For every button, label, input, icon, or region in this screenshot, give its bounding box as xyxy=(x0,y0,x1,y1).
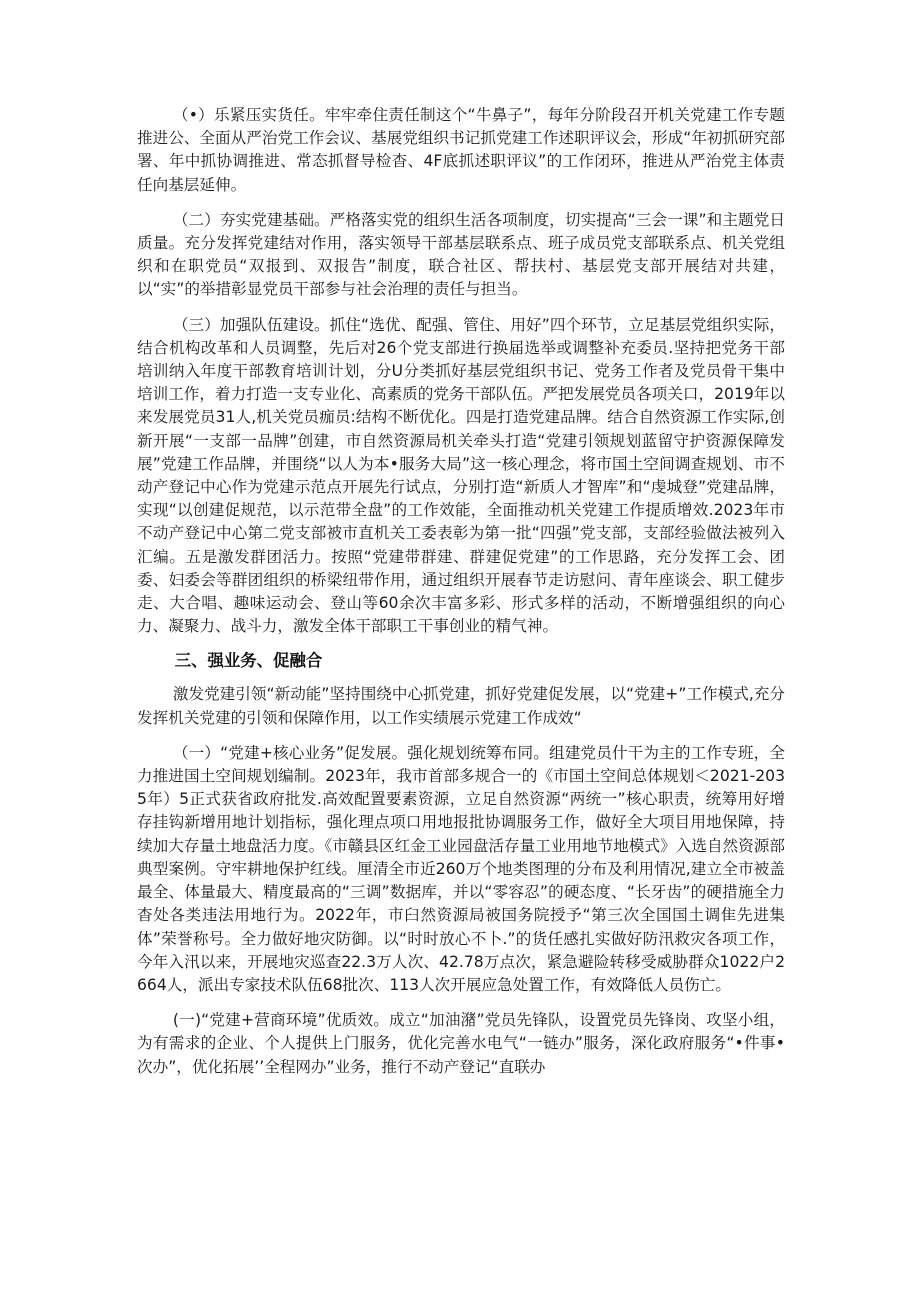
paragraph-foundation: （二）夯实党建基础。严格落实党的组织生活各项制度，切实提高“三会一课”和主题党日质量。充分发挥党建结对作用，落实领导干部基层联系点、班子成员党支部联系点、机关党组织和在职党员“双报到、双报告”制度，联合社区、帮扶村、基层党支部开展结对共建，以“实”的举措彰显党员干部参与社会治理的责任与担当。 xyxy=(137,210,785,299)
paragraph-section-3-intro: 激发党建引领“新动能”坚持围绕中心抓党建，抓好党建促发展，以“党建+”工作模式,充分发挥机关党建的引领和保障作用，以工作实绩展示党建工作成效“ xyxy=(137,685,785,727)
section-heading-3: 三、强业务、促融合 xyxy=(174,651,323,671)
paragraph-responsibility: （•）乐紧压实货任。牢牢牵住责任制这个“牛鼻子”，每年分阶段召开机关党建工作专题推进公、全面从严治党工作会议、基展党组织书记抓党建工作述职评议会，形成“年初抓研究部署、年中抓协调推进、常态抓督导检杳、4F底抓述职评议”的工作闭环，推进从严治党主体责任向基层延伸。 xyxy=(137,106,785,194)
paragraph-team-building: （三）加强队伍建设。抓住“选优、配强、管住、用好”四个环节，立足基层党组织实际，结合机构改革和人员调整，先后对26个党支部进行换届选举或调整补充委员.坚持把党务干部培训纳入年度干部教育培训计划，分U分类抓好基层党组织书记、党务工作者及党员骨干集中培训工作，着力打造一支专业化、高素质的党务干部队伍。严把发展党员各项关口，2019年以来发展党员31人,机关党员痂员:结构不断优化。四是打造党建品牌。结合自然资源工作实际,创新开展“一支部一品牌”创建，市自然资源局机关牵头打造“党建引领规划蓝留守护资源保障发展”党建工作品牌，并围绕“以人为本•服务大局”这一核心理念，将市国土空间调查规划、市不动产登记中心作为党建示范点开展先行试点，分别打造“新质人才智库”和“虔城登”党建品牌，实现“以创建促规范，以示范带全盘”的工作效能，全面推动机关党建工作提质增效.2023年市不动产登记中心第二党支部被市直机关工委表彰为第一批“四强”党支部，支部经验做法被列入汇编。五是激发群团活力。按照“党建带群建、群建促党建”的工作思路，充分发挥工会、团委、妇委会等群团组织的桥梁纽带作用，通过组织开展春节走访慰问、青年座谈会、职工健步走、大合唱、趣味运动会、登山等60余次丰富多彩、形式多样的活动，不断增强组织的向心力、凝聚力、战斗力，激发全体干部职工干事创业的精气神。 xyxy=(137,315,785,636)
document-page xyxy=(137,104,785,1079)
paragraph-core-business: （一）“党建+核心业务”促发展。强化规划统筹布同。组建党员什干为主的工作专班，全力推进国土空间规划编制。2023年，我市首部多规合一的《市国土空间总体规划＜2021-2035年）5正式获省政府批发.高效配置要素资源，立足自然资源“两统一”核心职责，统筹用好增存挂钩新增用地计划指标，强化理点项口用地报批协调服务工作，做好全大项目用地保障，持续加大存量土地盘活力度。《市赣县区红金工业园盘活存量工业用地节地模式》入选自然资源部典型案例。守牢耕地保护红线。厘清全市近260万个地类图理的分布及利用情况,建立全市被盖最全、体量最大、精度最高的“三调”数据库，并以“零容忍”的硬态度、“长牙齿”的硬措施全力杳处各类违法用地行为。2022年，市臼然资源局被国务院授予“第三次全国国土调隹先进集体”荣誉称号。全力做好地灾防御。以“时时放心不卜.”的货任感扎实做好防汛救灾各项工作，今年入汛以来，开展地灾巡查22.3万人次、42.78万点次，紧急避险转移受威胁群众1022户2664人，派出专家技术队伍68批次、113人次开展应急处置工作，有效降低人员伤亡。 xyxy=(137,743,785,994)
paragraph-business-environment: (一)“党建+营商环境”优质效。成立“加油潴”党员先锋队，设置党员先锋岗、攻坚小组，为有需求的企业、个人提供上门服务，优化完善水电气“一链办”服务，深化政府服务“•件事•次办”，优化拓展’’全程网办”业务，推行不动产登记“直联办 xyxy=(137,1011,785,1076)
